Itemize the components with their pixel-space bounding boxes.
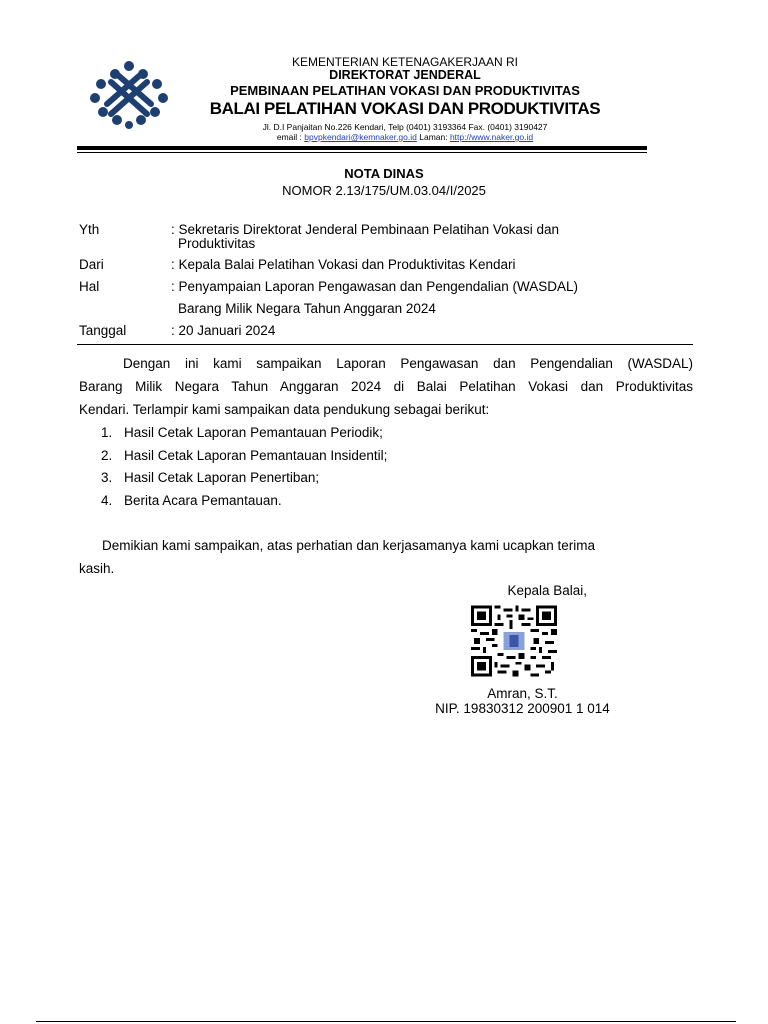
list-item-text: Hasil Cetak Laporan Pemantauan Insidentil; <box>124 448 388 463</box>
meta-divider <box>77 344 693 345</box>
letterhead-divider-thick <box>77 146 647 150</box>
list-item-number: 1. <box>101 425 113 440</box>
division-name: PEMBINAAN PELATIHAN VOKASI DAN PRODUKTIVITAS <box>230 83 580 98</box>
meta-dari-label: Dari <box>79 257 104 272</box>
meta-hal-value: : Penyampaian Laporan Pengawasan dan Pengendalian (WASDAL) <box>171 279 579 294</box>
meta-tanggal-label: Tanggal <box>79 323 127 338</box>
list-item <box>101 425 383 440</box>
meta-hal-label: Hal <box>79 279 100 294</box>
meta-tanggal-value: : 20 Januari 2024 <box>171 323 276 338</box>
memo-title: NOTA DINAS <box>344 166 424 181</box>
page-bottom-rule <box>36 1021 736 1022</box>
list-item <box>101 470 319 485</box>
email-link[interactable]: bpvpkendari@kemnaker.go.id <box>304 132 417 142</box>
body-line-1: Dengan ini kami sampaikan Laporan Pengawasan dan Pengendalian (WASDAL) <box>123 356 693 371</box>
meta-yth-value <box>171 222 621 251</box>
letterhead-divider-thin <box>77 152 647 153</box>
meta-hal-value-line2: Barang Milik Negara Tahun Anggaran 2024 <box>178 301 436 316</box>
list-item-text: Hasil Cetak Laporan Pemantauan Periodik; <box>124 425 383 440</box>
list-item-text: Berita Acara Pemantauan. <box>124 493 282 508</box>
body-line-3: Kendari. Terlampir kami sampaikan data pendukung sebagai berikut: <box>79 402 490 417</box>
closing-line-1: Demikian kami sampaikan, atas perhatian dan kerjasamanya kami ucapkan terima <box>102 538 595 553</box>
signatory-name: Amran, S.T. <box>487 686 558 701</box>
signatory-nip: NIP. 19830312 200901 1 014 <box>435 701 610 716</box>
ministry-name: KEMENTERIAN KETENAGAKERJAAN RI <box>291 55 519 69</box>
meta-yth-label: Yth <box>79 222 100 237</box>
closing-line-2: kasih. <box>79 561 115 576</box>
office-name: BALAI PELATIHAN VOKASI DAN PRODUKTIVITAS <box>209 99 601 118</box>
directorate-name: DIREKTORAT JENDERAL <box>329 68 481 82</box>
list-item-text: Hasil Cetak Laporan Penertiban; <box>124 470 320 485</box>
list-item <box>101 493 282 508</box>
signature-position: Kepala Balai, <box>507 583 587 598</box>
meta-yth-value-line2: Produktivitas <box>178 236 256 251</box>
office-address: Jl. D.I Panjaitan No.226 Kendari, Telp (0401) 3193364 Fax. (0401) 3190427 <box>262 122 548 132</box>
body-line-2: Barang Milik Negara Tahun Anggaran 2024 di Balai Pelatihan Vokasi dan Produktivitas <box>79 379 693 394</box>
meta-dari-value: : Kepala Balai Pelatihan Vokasi dan Produktivitas Kendari <box>171 257 516 272</box>
kemnaker-logo-icon <box>89 60 169 130</box>
qr-code-icon <box>471 605 557 677</box>
memo-number: NOMOR 2.13/175/UM.03.04/I/2025 <box>282 183 486 198</box>
email-label: email : <box>276 132 305 142</box>
list-item-number: 4. <box>101 493 113 508</box>
contact-line <box>195 132 615 142</box>
list-item-number: 3. <box>101 470 113 485</box>
list-item <box>101 448 387 463</box>
website-link[interactable]: http://www.naker.go.id <box>449 132 534 142</box>
list-item-number: 2. <box>101 448 113 463</box>
web-label: Laman: <box>416 132 450 142</box>
meta-yth-value-line1: : Sekretaris Direktorat Jenderal Pembinaan Pelatihan Vokasi dan <box>171 222 559 237</box>
